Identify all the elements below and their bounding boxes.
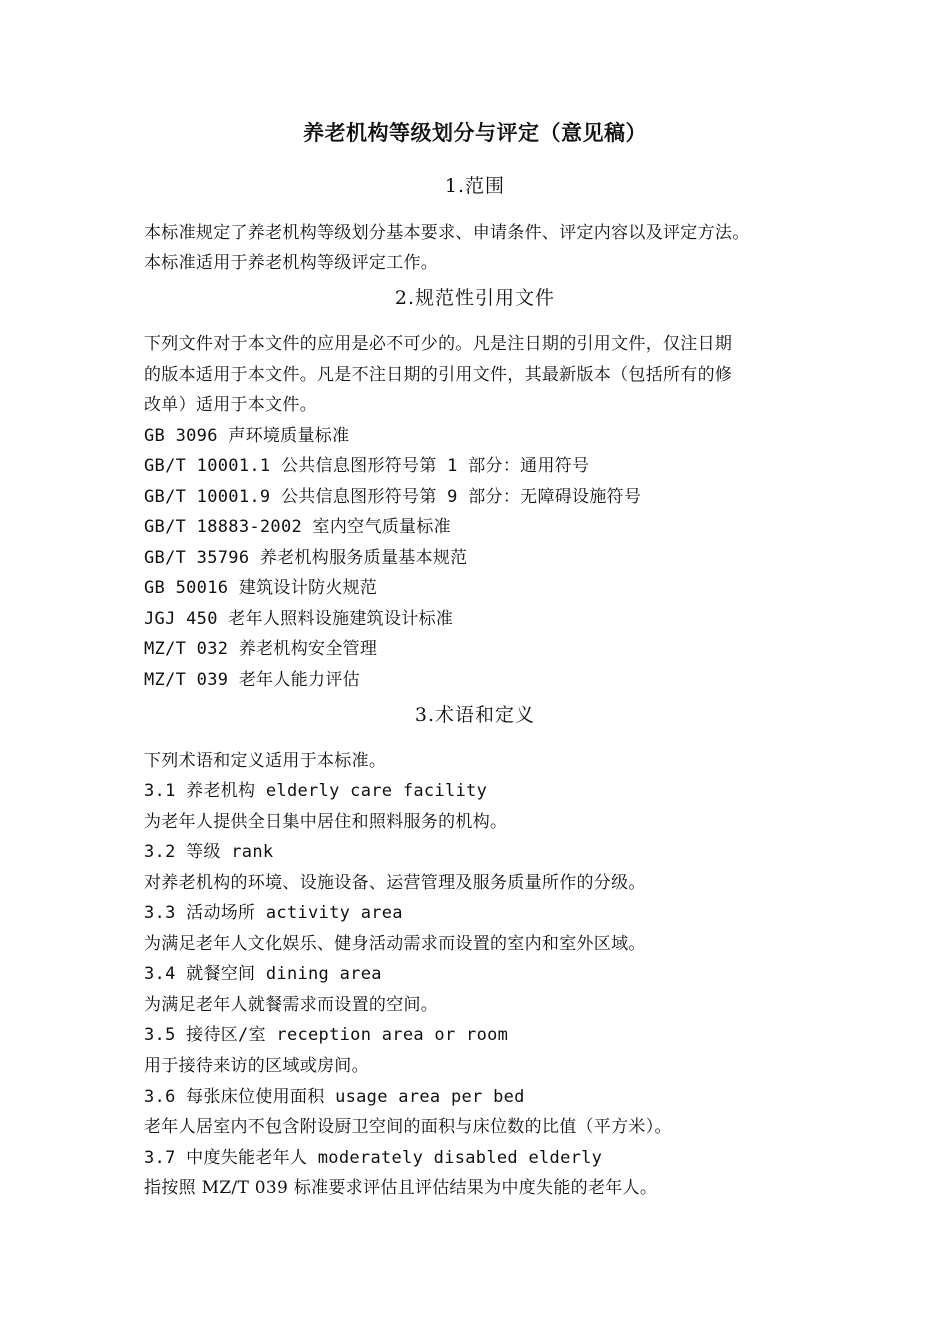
term-title: 3.4 就餐空间 dining area <box>144 964 382 984</box>
term-definition: 为老年人提供全日集中居住和照料服务的机构。 <box>144 812 508 832</box>
reference-item: GB/T 10001.9 公共信息图形符号第 9 部分：无障碍设施符号 <box>144 487 642 507</box>
reference-item: JGJ 450 老年人照料设施建筑设计标准 <box>144 609 454 629</box>
term-definition: 对养老机构的环境、设施设备、运营管理及服务质量所作的分级。 <box>144 873 646 893</box>
terms-intro: 下列术语和定义适用于本标准。 <box>144 751 387 771</box>
section-1-heading: 1.范围 <box>444 175 506 197</box>
references-intro-line: 的版本适用于本文件。凡是不注日期的引用文件，其最新版本（包括所有的修 <box>144 365 733 385</box>
term-title: 3.3 活动场所 activity area <box>144 903 403 923</box>
term-title: 3.1 养老机构 elderly care facility <box>144 781 488 801</box>
reference-item: MZ/T 032 养老机构安全管理 <box>144 639 378 659</box>
term-definition: 为满足老年人就餐需求而设置的空间。 <box>144 995 439 1015</box>
term-definition: 用于接待来访的区域或房间。 <box>144 1056 369 1076</box>
term-definition: 为满足老年人文化娱乐、健身活动需求而设置的室内和室外区域。 <box>144 934 646 954</box>
term-definition: 指按照 MZ/T 039 标准要求评估且评估结果为中度失能的老年人。 <box>144 1178 658 1198</box>
reference-item: GB 3096 声环境质量标准 <box>144 426 350 446</box>
references-intro-line: 下列文件对于本文件的应用是必不可少的。凡是注日期的引用文件，仅注日期 <box>144 334 733 354</box>
reference-item: GB/T 10001.1 公共信息图形符号第 1 部分：通用符号 <box>144 456 590 476</box>
reference-item: GB 50016 建筑设计防火规范 <box>144 578 378 598</box>
section-3-heading: 3.术语和定义 <box>414 704 536 726</box>
reference-item: MZ/T 039 老年人能力评估 <box>144 670 360 690</box>
term-title: 3.5 接待区/室 reception area or room <box>144 1025 509 1045</box>
term-definition: 老年人居室内不包含附设厨卫空间的面积与床位数的比值（平方米）。 <box>144 1117 672 1137</box>
scope-line: 本标准适用于养老机构等级评定工作。 <box>144 253 439 273</box>
section-2-heading: 2.规范性引用文件 <box>394 287 556 309</box>
references-intro-line: 改单）适用于本文件。 <box>144 395 317 415</box>
document-title: 养老机构等级划分与评定（意见稿） <box>303 121 647 145</box>
scope-line: 本标准规定了养老机构等级划分基本要求、申请条件、评定内容以及评定方法。 <box>144 223 750 243</box>
term-title: 3.2 等级 rank <box>144 842 274 862</box>
reference-item: GB/T 35796 养老机构服务质量基本规范 <box>144 548 468 568</box>
reference-item: GB/T 18883-2002 室内空气质量标准 <box>144 517 451 537</box>
term-title: 3.7 中度失能老年人 moderately disabled elderly <box>144 1148 603 1168</box>
term-title: 3.6 每张床位使用面积 usage area per bed <box>144 1087 525 1107</box>
